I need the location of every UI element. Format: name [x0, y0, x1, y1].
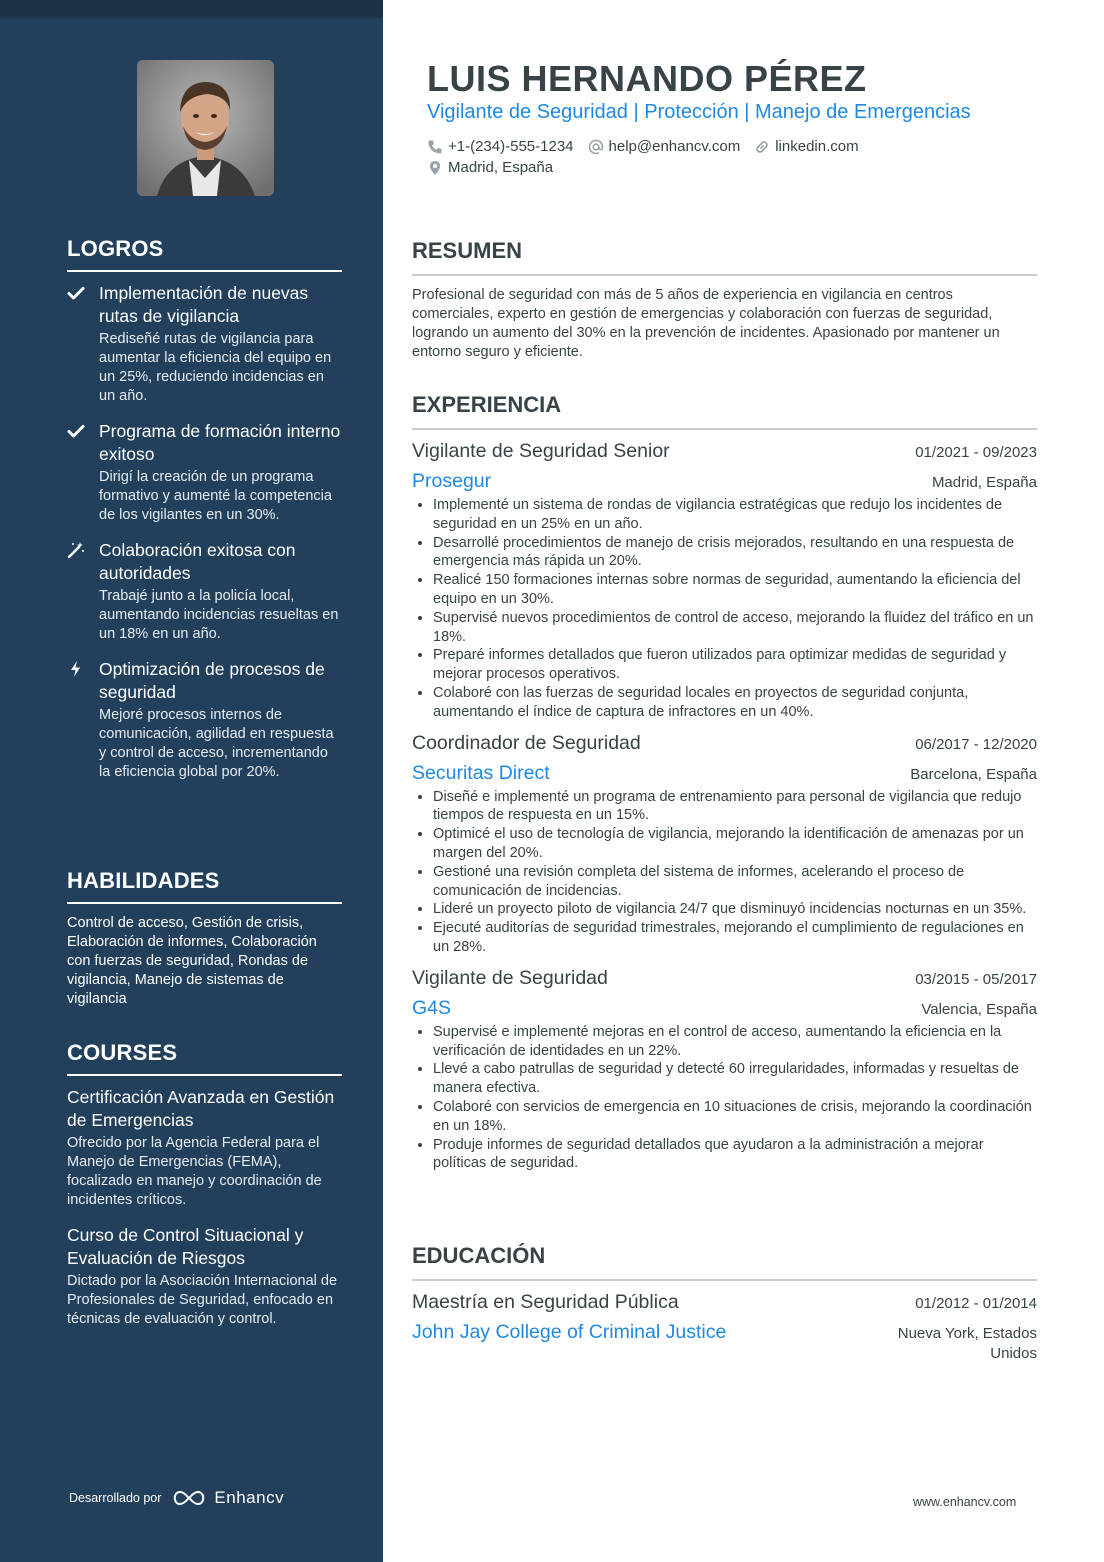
sidebar-top-bar	[0, 0, 383, 18]
job-bullet: • Produje informes de seguridad detallados que ayudaron a la administración a mejorar políticas de seguridad.	[433, 1136, 1037, 1174]
education-dates: 01/2012 - 01/2014	[915, 1295, 1037, 1312]
website-text[interactable]: linkedin.com	[775, 138, 859, 155]
achievements-title: LOGROS	[67, 236, 342, 272]
job-title: Vigilante de Seguridad	[412, 966, 608, 989]
achievement-title: Implementación de nuevas rutas de vigilancia	[99, 283, 309, 326]
skills-list: Control de acceso, Gestión de crisis, Elaboración de informes, Colaboración con fuerzas de seguridad, Rondas de vigilancia, Manejo de sistemas de vigilancia	[67, 915, 317, 1007]
job-bullet: • Realicé 150 formaciones internas sobre normas de seguridad, aumentando la eficiencia del equipo en un 30%.	[433, 571, 1037, 609]
job-location: Valencia, España	[921, 1000, 1037, 1018]
candidate-name: LUIS HERNANDO PÉREZ	[427, 58, 867, 99]
experience-title: EXPERIENCIA	[412, 392, 1037, 430]
skills-title: HABILIDADES	[67, 868, 342, 904]
achievement-title: Colaboración exitosa con autoridades	[99, 540, 296, 583]
email-contact[interactable]	[588, 138, 741, 155]
job-company: Prosegur	[412, 470, 492, 492]
enhancv-logo-icon	[170, 1488, 208, 1508]
sidebar	[0, 0, 383, 1562]
course-description: Ofrecido por la Agencia Federal para el Manejo de Emergencias (FEMA), focalizado en manejo y coordinación de incidentes críticos.	[67, 1135, 322, 1208]
summary-text: Profesional de seguridad con más de 5 años de experiencia en vigilancia en centros comerciales, experto en gestión de emergencias y colaboración con fuerzas de seguridad, logrando un aumento del 30% en la prevención de incidentes. Apasionado por mantener un entorno seguro y eficiente.	[412, 287, 1000, 360]
courses-section	[67, 1040, 342, 1343]
job-bullet: • Colaboré con servicios de emergencia en 10 situaciones de crisis, mejorando la coordinación en un 18%.	[433, 1098, 1037, 1136]
skills-section	[67, 868, 342, 1009]
job-bullets	[412, 788, 1037, 957]
powered-by	[69, 1488, 284, 1508]
education-title: EDUCACIÓN	[412, 1243, 1037, 1281]
courses-title: COURSES	[67, 1040, 342, 1076]
achievements-section	[67, 236, 342, 796]
education-section	[412, 1243, 1037, 1364]
education-school: John Jay College of Criminal Justice	[412, 1321, 727, 1343]
brand-name: Enhancv	[214, 1488, 285, 1507]
job-bullet: • Implementé un sistema de rondas de vigilancia estratégicas que redujo los incidentes de seguridad en un 25% en un año.	[433, 496, 1037, 534]
achievement-description: Dirigí la creación de un programa formativo y aumenté la competencia de los vigilantes en un 30%.	[99, 469, 332, 523]
footer-url[interactable]: www.enhancv.com	[913, 1495, 1017, 1509]
job-location: Madrid, España	[931, 474, 1037, 491]
website-contact[interactable]	[754, 138, 858, 155]
job-bullets	[412, 496, 1037, 722]
job-bullet: • Supervisé e implementé mejoras en el control de acceso, aumentando la eficiencia en la verificación de identidades en un 22%.	[433, 1023, 1037, 1061]
job-bullet: • Llevé a cabo patrullas de seguridad y detecté 60 irregularidades, informadas y resueltas de manera efectiva.	[433, 1060, 1037, 1098]
job-bullet: • Diseñé e implementé un programa de entrenamiento para personal de vigilancia que redujo tiempos de respuesta en un 15%.	[433, 788, 1037, 826]
course-title: Curso de Control Situacional y Evaluación de Riesgos	[67, 1225, 304, 1268]
check-icon	[67, 284, 85, 302]
summary-section	[412, 238, 1037, 362]
job-company: Securitas Direct	[412, 761, 550, 784]
course-title: Certificación Avanzada en Gestión de Emergencias	[67, 1087, 335, 1130]
achievement-description: Mejoré procesos internos de comunicación, agilidad en respuesta y control de acceso, incrementando la eficiencia global por 20%.	[99, 707, 334, 780]
location-contact	[427, 159, 553, 176]
achievement-item	[67, 420, 342, 525]
job-title: Coordinador de Seguridad	[412, 731, 641, 754]
job-location: Barcelona, España	[910, 765, 1037, 783]
job-dates: 01/2021 - 09/2023	[915, 444, 1037, 461]
headline: Vigilante de Seguridad | Protección | Manejo de Emergencias	[427, 101, 971, 123]
education-degree: Maestría en Seguridad Pública	[412, 1291, 679, 1313]
powered-by-label: Desarrollado por	[69, 1491, 162, 1505]
job-entry	[412, 730, 1037, 957]
job-entry	[412, 965, 1037, 1173]
job-bullet: • Ejecuté auditorías de seguridad trimestrales, mejorando el cumplimiento de regulaciones en un 28%.	[433, 919, 1037, 957]
link-icon	[754, 139, 770, 155]
job-bullet: • Gestioné una revisión completa del sistema de informes, acelerando el proceso de comunicación de incidencias.	[433, 863, 1037, 901]
phone-text: +1-(234)-555-1234	[448, 138, 574, 155]
job-company: G4S	[412, 996, 452, 1019]
at-icon	[588, 139, 604, 155]
job-dates: 03/2015 - 05/2017	[915, 970, 1037, 988]
location-text: Madrid, España	[448, 159, 554, 176]
phone-contact	[427, 138, 574, 155]
job-bullet: • Preparé informes detallados que fueron utilizados para optimizar medidas de seguridad y mejorar procesos operativos.	[433, 646, 1037, 684]
achievement-description: Trabajé junto a la policía local, aumentando incidencias resueltas en un 18% en un año.	[99, 588, 339, 642]
achievement-item	[67, 658, 342, 782]
achievement-item	[67, 539, 342, 644]
job-dates: 06/2017 - 12/2020	[915, 735, 1037, 753]
job-bullet: • Supervisé nuevos procedimientos de control de acceso, mejorando la fluidez del tráfico en un 18%.	[433, 609, 1037, 647]
profile-photo	[137, 60, 274, 196]
education-entry	[412, 1289, 1037, 1364]
check-icon	[67, 422, 85, 440]
lightning-icon	[67, 660, 85, 678]
course-description: Dictado por la Asociación Internacional de Profesionales de Seguridad, enfocado en técnicas de evaluación y control.	[67, 1273, 338, 1327]
phone-icon	[427, 139, 443, 155]
experience-section	[412, 392, 1037, 1173]
achievement-item	[67, 282, 342, 406]
achievement-title: Optimización de procesos de seguridad	[99, 659, 325, 702]
summary-title: RESUMEN	[412, 238, 1037, 276]
job-bullets	[412, 1023, 1037, 1173]
achievement-description: Rediseñé rutas de vigilancia para aumentar la eficiencia del equipo en un 25%, reduciendo incidencias en un año.	[99, 331, 332, 404]
job-bullet: • Colaboré con las fuerzas de seguridad locales en proyectos de seguridad conjunta, aumentando el índice de captura de infractores en un 40%.	[433, 684, 1037, 722]
email-text[interactable]: help@enhancv.com	[608, 138, 741, 155]
job-entry	[412, 438, 1037, 722]
magic-wand-icon	[67, 541, 85, 559]
job-bullet: • Optimicé el uso de tecnología de vigilancia, mejorando la identificación de amenazas por un margen del 20%.	[433, 825, 1037, 863]
contact-info	[427, 136, 873, 178]
job-bullet: • Desarrollé procedimientos de manejo de crisis mejorados, resultando en una respuesta de emergencia más rápida un 20%.	[433, 534, 1037, 572]
achievement-title: Programa de formación interno exitoso	[99, 421, 341, 464]
job-bullet: • Lideré un proyecto piloto de vigilancia 24/7 que disminuyó incidencias nocturnas en un 35%.	[433, 900, 1037, 919]
job-title: Vigilante de Seguridad Senior	[412, 440, 670, 462]
education-location: Nueva York, Estados Unidos	[897, 1325, 1037, 1362]
location-pin-icon	[427, 160, 443, 176]
